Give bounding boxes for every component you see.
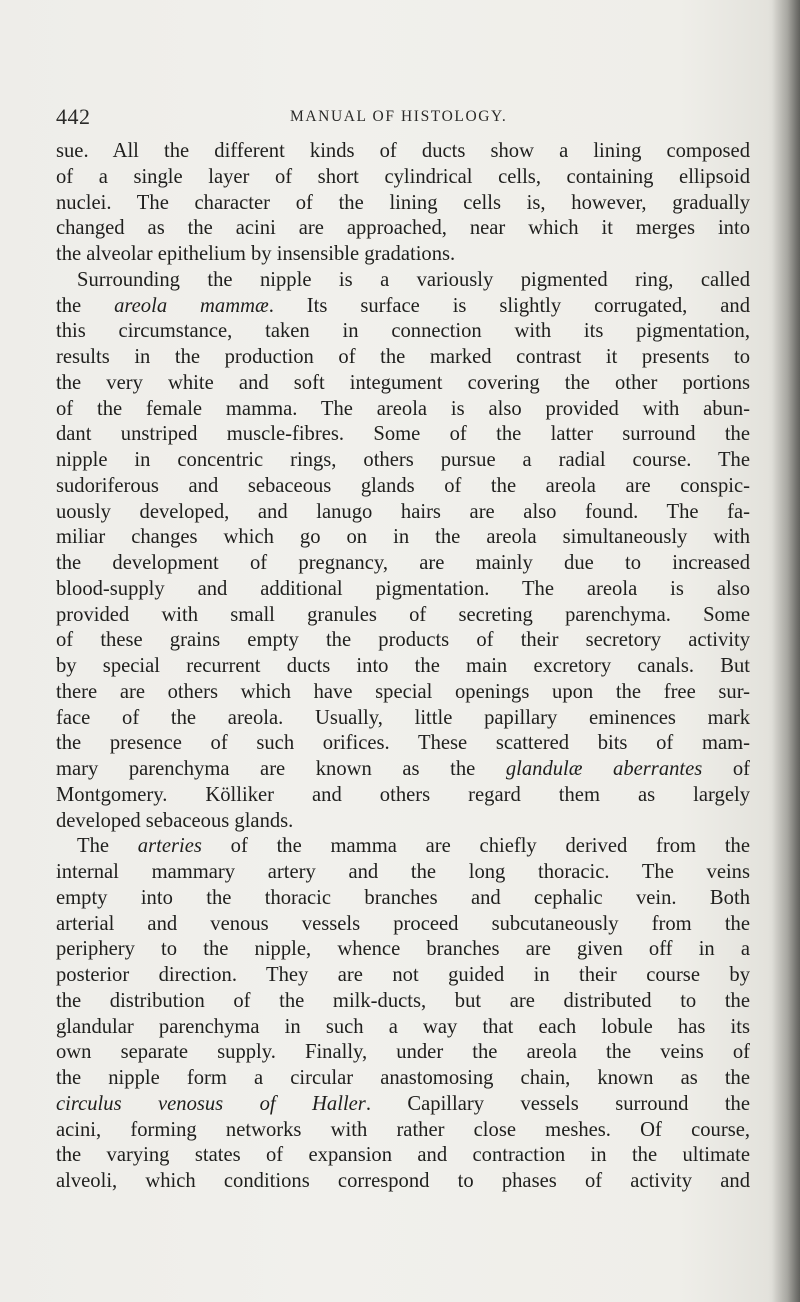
text-line [56,422,750,448]
line-text: blood-supply and additional pigmentation. The areola is also [56,577,750,600]
line-text: periphery to the nipple, whence branches are given off in a [56,938,750,961]
line-text: the alveolar epithelium by insensible gradations. [56,243,456,265]
line-text-after: . Capillary vessels surround the [365,1092,750,1115]
italic-term: areola mammæ [114,294,269,317]
line-text: alveoli, which conditions correspond to phases of activity and [56,1170,750,1192]
text-line [56,628,750,654]
line-text: posterior direction. They are not guided in their course by [56,964,750,986]
text-line [56,989,750,1015]
text-line [56,165,750,191]
line-text: empty into the thoracic branches and cephalic vein. Both [56,886,750,909]
line-text: the distribution of the milk-ducts, but are distributed to the [56,989,750,1012]
line-text-after: of [702,758,751,780]
text-line [56,834,750,860]
line-text: face of the areola. Usually, little papillary eminences mark [56,706,750,729]
line-text-after: . Its surface is slightly corrugated, and [268,294,750,317]
line-text: the [56,294,115,317]
text-line [56,525,750,551]
text-line [56,603,750,629]
text-line [56,551,750,577]
text-line [56,912,750,938]
text-line [56,757,750,783]
line-text: Montgomery. Kölliker and others regard them as largely [56,783,750,806]
text-line [56,371,750,397]
line-text: nuclei. The character of the lining cells is, however, gradually [56,191,750,214]
text-line [56,345,750,371]
text-line [56,1015,750,1041]
line-text: provided with small granules of secreting parenchyma. Some [56,603,750,626]
line-text: dant unstriped muscle-fibres. Some of the latter surround the [56,423,750,446]
line-text: sudoriferous and sebaceous glands of the areola are conspic- [56,474,750,497]
page-number: 442 [56,104,91,129]
text-line [56,886,750,912]
text-line [56,500,750,526]
line-text: developed sebaceous glands. [56,809,294,832]
text-line [56,937,750,963]
text-line [56,783,750,809]
line-text: this circumstance, taken in connection with its pigmentation, [56,320,750,343]
text-line [56,809,750,835]
italic-term: arteries [137,835,202,858]
line-text: sue. All the different kinds of ducts show a lining composed [56,140,750,162]
line-text: nipple in concentric rings, others pursue a radial course. The [56,449,750,471]
line-text: the development of pregnancy, are mainly due to increased [56,552,750,574]
line-text: results in the production of the marked contrast it presents to [56,346,750,368]
line-text-after: of the mamma are chiefly derived from the [201,835,750,858]
line-text: the presence of such orifices. These scattered bits of mam- [56,732,750,755]
italic-term: glandulæ aberrantes [505,758,703,780]
line-text: mary parenchyma are known as the [56,758,506,780]
text-line [56,1169,750,1195]
line-text: internal mammary artery and the long thoracic. The veins [56,861,750,883]
text-line [56,268,750,294]
text-line [56,448,750,474]
line-text: acini, forming networks with rather close meshes. Of course, [56,1118,750,1141]
line-text: miliar changes which go on in the areola simultaneously with [56,526,750,549]
text-line [56,191,750,217]
line-text: there are others which have special openings upon the free sur- [56,680,750,703]
text-line [56,1066,750,1092]
text-line [56,1092,750,1118]
line-text: of a single layer of short cylindrical cells, containing ellipsoid [56,165,750,188]
line-text: the nipple form a circular anastomosing chain, known as the [56,1067,750,1089]
line-text: own separate supply. Finally, under the areola the veins of [56,1041,750,1064]
line-text: Surrounding the nipple is a variously pigmented ring, called [77,268,750,291]
text-line [56,706,750,732]
text-line [56,963,750,989]
line-text: uously developed, and lanugo hairs are also found. The fa- [56,500,750,523]
page-header [56,104,756,134]
text-line [56,319,750,345]
text-line [56,577,750,603]
page-edge-shadow [772,0,800,1302]
line-text: changed as the acini are approached, near which it merges into [56,217,750,240]
text-line [56,1143,750,1169]
line-text: arterial and venous vessels proceed subcutaneously from the [56,912,750,935]
text-line [56,397,750,423]
text-line [56,1040,750,1066]
text-line [56,680,750,706]
line-text: by special recurrent ducts into the main excretory canals. But [56,655,750,677]
text-line [56,1118,750,1144]
text-line [56,731,750,757]
text-line [56,139,750,165]
line-text: glandular parenchyma in such a way that each lobule has its [56,1015,750,1038]
line-text: the very white and soft integument covering the other portions [56,371,750,394]
text-line [56,294,750,320]
body-text [56,139,750,1195]
line-text: The [77,835,138,858]
text-line [56,242,750,268]
italic-term: circulus venosus of Haller [56,1092,366,1115]
line-text: of the female mamma. The areola is also provided with abun- [56,397,750,420]
text-line [56,474,750,500]
text-line [56,860,750,886]
line-text: the varying states of expansion and contraction in the ultimate [56,1144,750,1167]
running-head: MANUAL OF HISTOLOGY. [290,108,508,125]
text-line [56,216,750,242]
line-text: of these grains empty the products of their secretory activity [56,629,750,652]
text-line [56,654,750,680]
